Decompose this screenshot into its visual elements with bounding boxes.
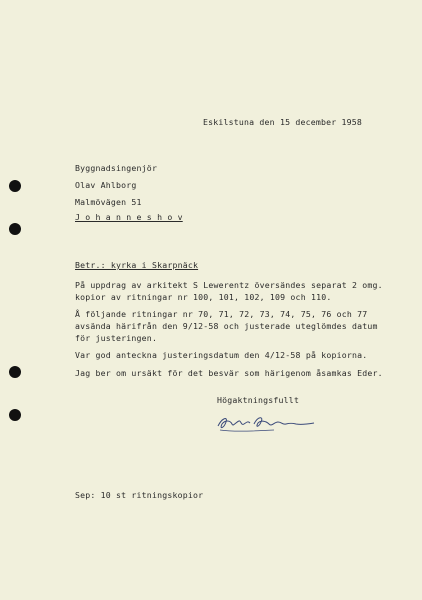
recipient-title: Byggnadsingenjör: [75, 163, 158, 173]
binder-hole-2: [9, 223, 21, 235]
recipient-city: J o h a n n e s h o v: [75, 212, 183, 222]
body-p1-line2: kopior av ritningar nr 100, 101, 102, 109 och 110.: [75, 292, 332, 302]
handwritten-signature: [214, 412, 319, 434]
body-p2-line3: för justeringen.: [75, 333, 158, 343]
recipient-street: Malmövägen 51: [75, 197, 142, 207]
body-p4: Jag ber om ursäkt för det besvär som härigenom åsamkas Eder.: [75, 368, 383, 378]
binder-hole-4: [9, 409, 21, 421]
subject-line: Betr.: kyrka i Skarpnäck: [75, 260, 199, 270]
closing: Högaktningsfullt: [217, 395, 300, 405]
place-date: Eskilstuna den 15 december 1958: [203, 117, 363, 127]
body-p1-line1: På uppdrag av arkitekt S Lewerentz översändes separat 2 omg.: [75, 280, 383, 290]
binder-hole-3: [9, 366, 21, 378]
body-p3: Var god anteckna justeringsdatum den 4/12-58 på kopiorna.: [75, 350, 368, 360]
binder-hole-1: [9, 180, 21, 192]
body-p2-line2: avsända härifrån den 9/12-58 och justerade uteglömdes datum: [75, 321, 378, 331]
recipient-name: Olav Ahlborg: [75, 180, 137, 190]
body-p2-line1: Å följande ritningar nr 70, 71, 72, 73, 74, 75, 76 och 77: [75, 309, 368, 319]
enclosure-note: Sep: 10 st ritningskopior: [75, 490, 204, 500]
